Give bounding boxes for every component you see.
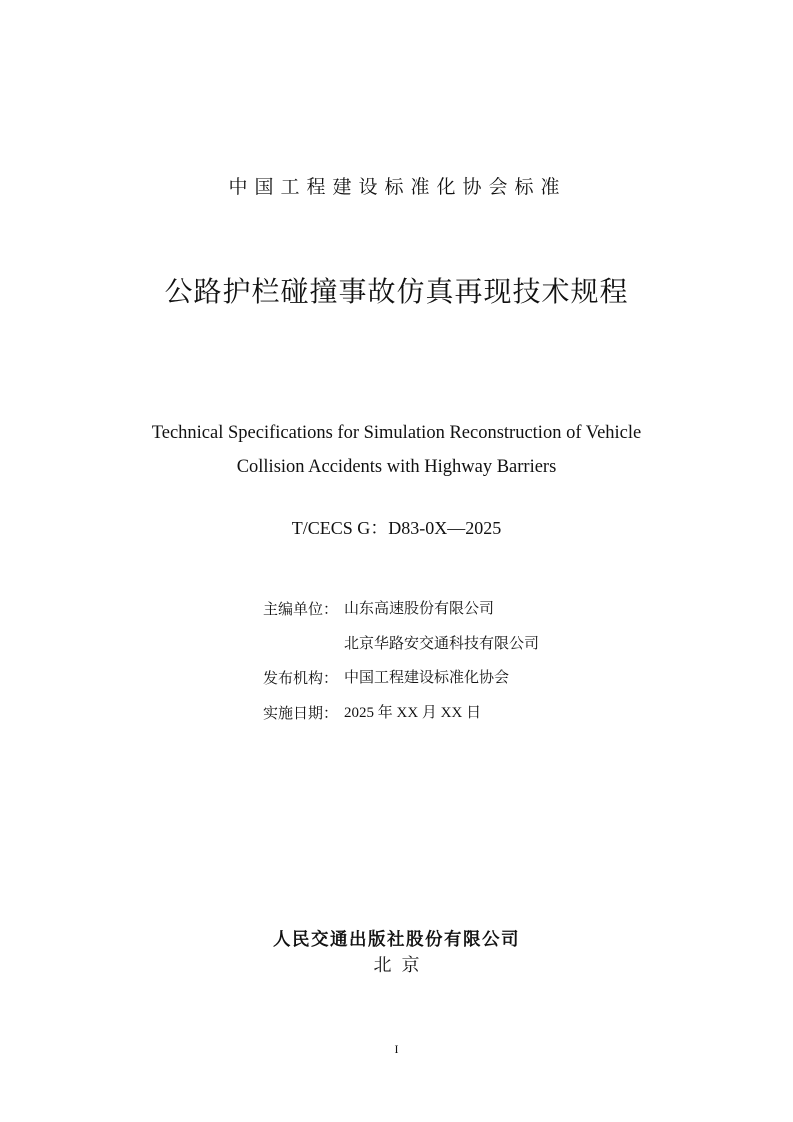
date-row — [263, 696, 539, 731]
document-metadata — [263, 592, 539, 730]
publisher-city: 北京 — [373, 955, 430, 976]
editor-row-2 — [263, 627, 539, 662]
issuer-organization: 中国工程建设标准化协会 — [344, 670, 510, 686]
editor-label-spacer — [263, 627, 344, 662]
document-title-english — [0, 416, 793, 484]
english-title-line-2: Collision Accidents with Highway Barriers — [236, 457, 557, 477]
editor-label: 主编单位： — [263, 600, 339, 618]
standard-code: T/CECS G：D83-0X—2025 — [291, 518, 502, 538]
association-standard-heading: 中国工程建设标准化协会标准 — [228, 176, 567, 198]
date-label: 实施日期： — [263, 703, 339, 722]
editor-row — [263, 592, 539, 627]
editor-organization-1: 山东高速股份有限公司 — [344, 601, 495, 617]
english-title-line-1: Technical Specifications for Simulation Reconstruction of Vehicle — [151, 423, 642, 443]
publisher-name: 人民交通出版社股份有限公司 — [273, 930, 520, 950]
implementation-date: 2025 年 XX 月 XX 日 — [344, 704, 482, 721]
editor-organization-2: 北京华路安交通科技有限公司 — [344, 635, 540, 652]
document-title-chinese: 公路护栏碰撞事故仿真再现技术规程 — [164, 275, 629, 308]
issuer-row — [263, 661, 539, 696]
page-number: I — [394, 1042, 399, 1056]
issuer-label: 发布机构： — [263, 669, 339, 687]
